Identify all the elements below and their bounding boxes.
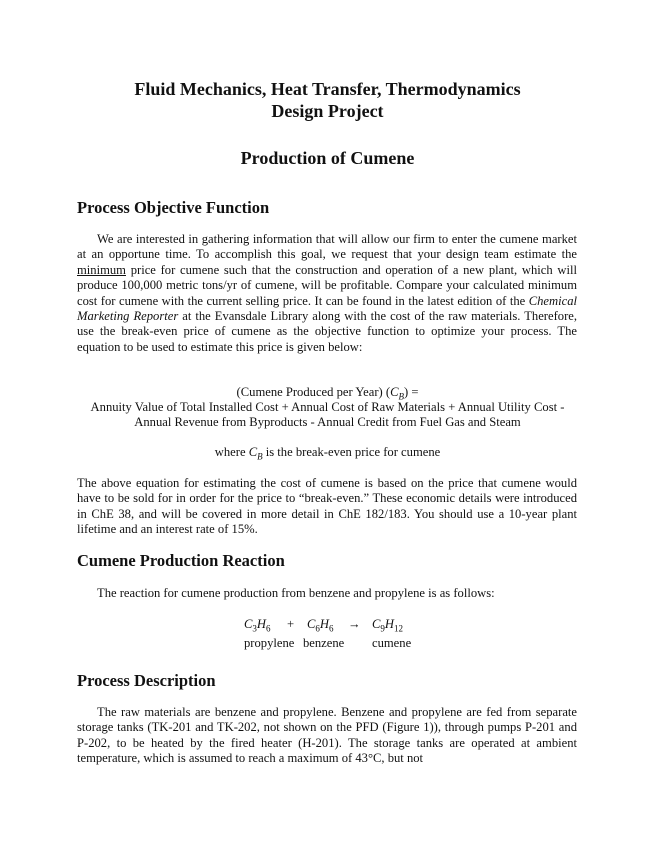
cumene-label: cumene <box>372 636 412 650</box>
equation-line2: Annuity Value of Total Installed Cost + Annual Cost of Raw Materials + Annual Utility Cost - <box>90 400 565 414</box>
r1-sub2: 6 <box>266 623 271 634</box>
equation-line3: Annual Revenue from Byproducts - Annual Credit from Fuel Gas and Steam <box>134 415 521 429</box>
process-description-paragraph: The raw materials are benzene and propylene. Benzene and propylene are fed from separate storage tanks (TK-201 and TK-202, not shown on the PFD (Figure 1)), through pumps P-201 and P-202, to be heated by the fired heater (H-201). The storage tanks are operated at ambient temperature, which is assumed to reach a maximum of 43°C, but not <box>77 705 577 766</box>
objective-text-italic: Chemical Marketing Reporter <box>77 293 577 324</box>
reaction-intro-paragraph: The reaction for cumene production from benzene and propylene is as follows: <box>97 586 495 600</box>
document-title-line1: Fluid Mechanics, Heat Transfer, Thermodynamics <box>134 79 521 99</box>
p-sub2: 12 <box>394 623 404 634</box>
document-title-line2: Design Project <box>271 101 384 121</box>
cb-subscript-where: B <box>257 451 263 462</box>
plus-sign: + <box>287 617 295 631</box>
reactant-propylene-formula <box>244 617 271 634</box>
reaction-arrow: → <box>348 617 361 631</box>
where-text-b: is the break-even price for cumene <box>262 445 441 459</box>
benzene-label: benzene <box>303 636 345 650</box>
propylene-label: propylene <box>244 636 295 650</box>
objective-text-c: at the Evansdale Library along with the cost of the raw materials. Therefore, use the break-even price of cumene as the objective function to optimize your process. The equation to be used to estimate this price is given below: <box>77 309 578 354</box>
cb-symbol-where: C <box>248 445 258 459</box>
equation-where-note <box>0 445 655 465</box>
r2-mid: H <box>319 617 330 631</box>
objective-text-underlined: minimum <box>77 262 126 277</box>
reactant-benzene-formula <box>307 617 334 634</box>
r2-sub1: 6 <box>315 623 320 634</box>
equation-line1-start: (Cumene Produced per Year) ( <box>236 385 391 399</box>
section-heading-objective: Process Objective Function <box>77 198 270 217</box>
p-letter: C <box>372 617 381 631</box>
objective-text-b: price for cumene such that the construction and operation of a new plant, which will produce 100,000 metric tons/yr of cumene, will be profitable. Compare your calculated minimum cost for cumene with the current selling price. It can be found in the latest edition of the <box>77 262 577 308</box>
objective-text-a: We are interested in gathering information that will allow our firm to enter the cumene market at an opportune time. To accomplish this goal, we request that your design team estimate the <box>77 232 577 262</box>
r2-letter: C <box>307 617 316 631</box>
product-cumene-formula <box>372 617 403 634</box>
section-heading-reaction: Cumene Production Reaction <box>77 551 285 570</box>
economics-paragraph: The above equation for estimating the cost of cumene is based on the price that cumene would have to be sold for in order for the price to “break-even.” These economic details were introduced in ChE 38, and will be covered in more detail in ChE 182/183. You should use a 10-year plant lifetime and an interest rate of 15%. <box>77 476 577 537</box>
cb-subscript: B <box>398 391 404 402</box>
p-mid: H <box>384 617 395 631</box>
r1-sub1: 3 <box>252 623 257 634</box>
cb-symbol: C <box>390 385 399 399</box>
r1-mid: H <box>256 617 267 631</box>
equation-line1-end: ) = <box>403 385 419 399</box>
r1-letter: C <box>244 617 253 631</box>
document-subtitle: Production of Cumene <box>240 148 415 168</box>
where-text-a: where <box>214 445 249 459</box>
section-heading-process: Process Description <box>77 671 216 690</box>
p-sub1: 9 <box>380 623 385 634</box>
objective-paragraph <box>77 232 577 355</box>
r2-sub2: 6 <box>329 623 334 634</box>
